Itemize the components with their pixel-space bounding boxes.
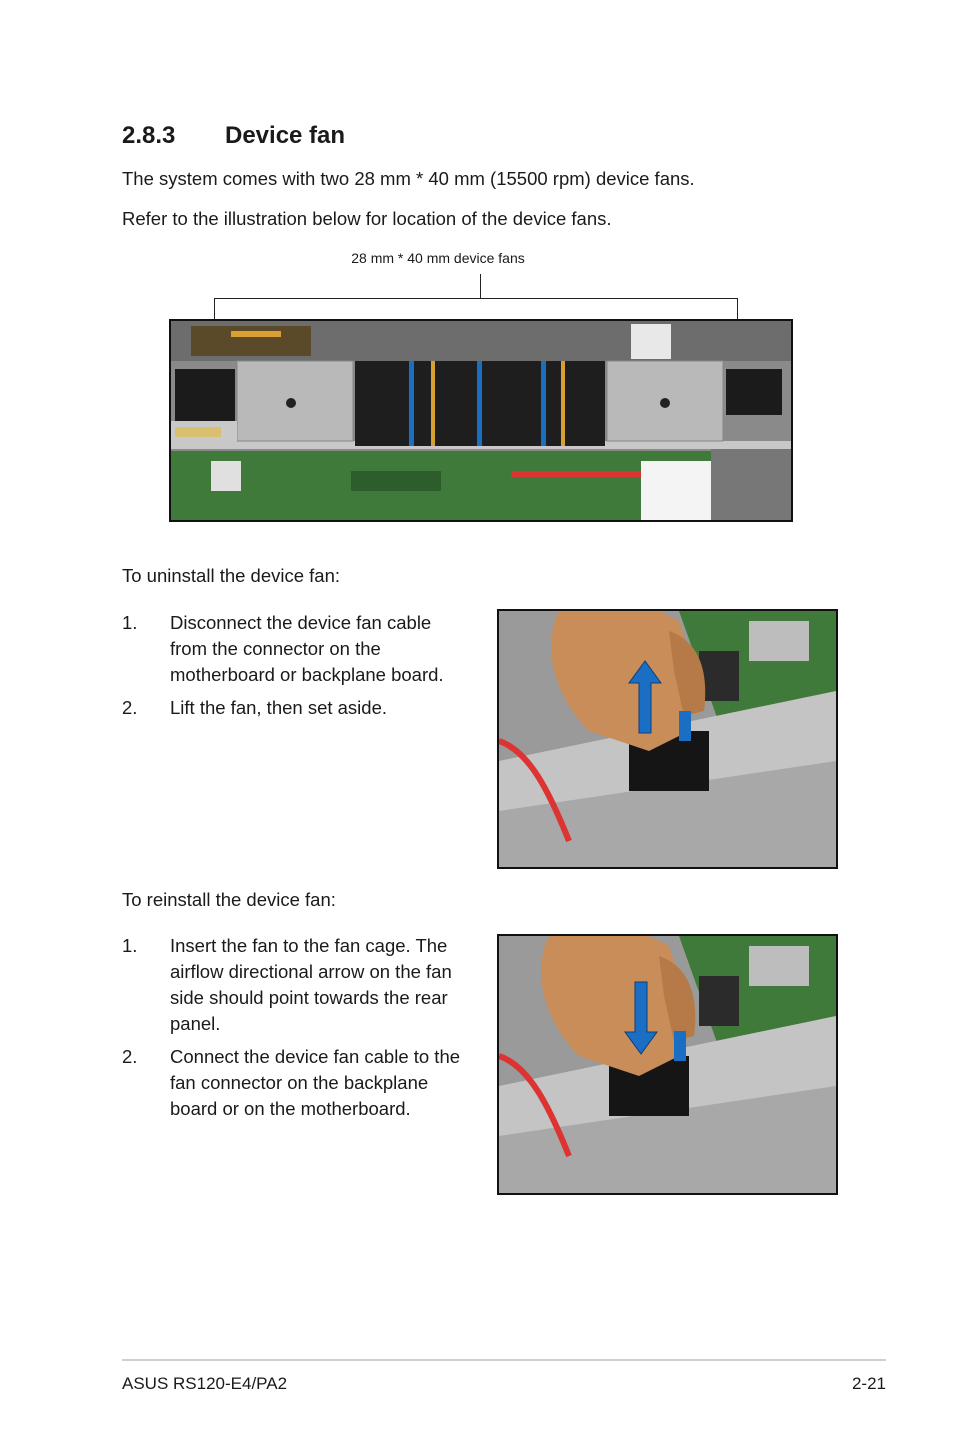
footer-product-name: ASUS RS120-E4/PA2 <box>122 1374 288 1393</box>
uninstall-steps <box>122 610 482 728</box>
section-number: 2.8.3 <box>122 122 176 149</box>
figure-callout-label: 28 mm * 40 mm device fans <box>351 250 525 266</box>
callout-stem <box>480 274 481 298</box>
intro-paragraph-1: The system comes with two 28 mm * 40 mm (15500 rpm) device fans. <box>122 168 695 189</box>
step-number: 2. <box>122 1046 138 1067</box>
reinstall-heading: To reinstall the device fan: <box>122 889 336 910</box>
uninstall-fan-photo <box>497 609 838 869</box>
step-text: Insert the fan to the fan cage. The airflow directional arrow on the fan side should point towards the rear panel. <box>170 935 452 1034</box>
callout-bracket <box>214 298 738 299</box>
reinstall-steps <box>122 933 482 1129</box>
fan-insertion-illustration <box>499 936 836 1193</box>
uninstall-heading: To uninstall the device fan: <box>122 565 341 586</box>
fan-removal-illustration <box>499 611 836 867</box>
step-text: Disconnect the device fan cable from the connector on the motherboard or backplane board. <box>170 612 444 685</box>
list-item <box>122 933 482 1037</box>
section-title: Device fan <box>225 122 346 149</box>
step-number: 1. <box>122 612 138 633</box>
footer-page-number: 2-21 <box>851 1374 886 1393</box>
reinstall-fan-photo <box>497 934 838 1195</box>
list-item <box>122 1044 482 1122</box>
intro-paragraph-2: Refer to the illustration below for location of the device fans. <box>122 208 612 229</box>
footer-rule <box>122 1359 886 1361</box>
device-fan-location-photo <box>169 319 793 522</box>
step-number: 2. <box>122 697 138 718</box>
step-text: Connect the device fan cable to the fan connector on the backplane board or on the motherboard. <box>170 1046 461 1119</box>
step-text: Lift the fan, then set aside. <box>170 697 388 718</box>
list-item <box>122 610 482 688</box>
step-number: 1. <box>122 935 138 956</box>
server-chassis-illustration <box>171 321 791 520</box>
list-item <box>122 695 482 721</box>
